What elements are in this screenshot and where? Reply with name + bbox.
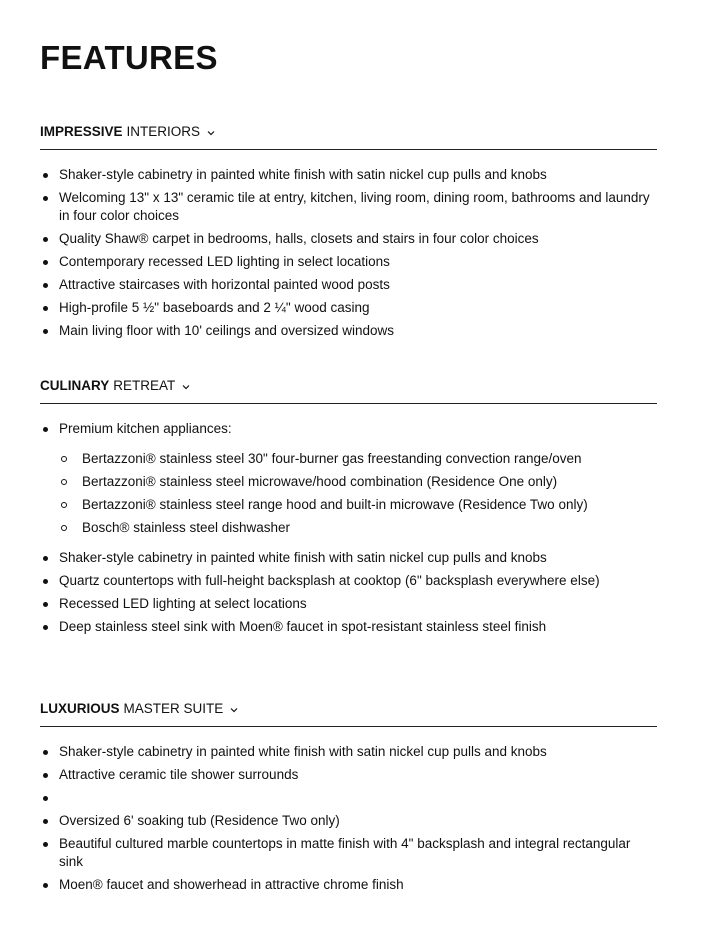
list-item: Attractive staircases with horizontal painted wood posts [40,276,657,294]
list-item: Contemporary recessed LED lighting in select locations [40,253,657,271]
list-item: Welcoming 13" x 13" ceramic tile at entry, kitchen, living room, dining room, bathrooms and laundry in four color choices [40,189,657,225]
list-item: Recessed LED lighting at select locations [40,595,657,613]
page-title: FEATURES [40,39,218,76]
sub-list-item: Bertazzoni® stainless steel range hood and built-in microwave (Residence Two only) [40,496,657,514]
sub-list-item: Bertazzoni® stainless steel microwave/hood combination (Residence One only) [40,473,657,491]
chevron-down-icon [207,129,215,137]
list-item: Shaker-style cabinetry in painted white finish with satin nickel cup pulls and knobs [40,743,657,761]
list-item: Quartz countertops with full-height backsplash at cooktop (6" backsplash everywhere else) [40,572,657,590]
section-title-rest: MASTER SUITE [123,701,224,716]
list-item: Deep stainless steel sink with Moen® faucet in spot-resistant stainless steel finish [40,618,657,636]
list-item: Shaker-style cabinetry in painted white finish with satin nickel cup pulls and knobs [40,166,657,184]
list-item [40,420,657,537]
section-luxurious-master-suite [40,698,657,899]
chevron-down-icon [230,706,238,714]
section-header-impressive-interiors[interactable] [40,121,657,150]
feature-list [40,420,657,636]
feature-list [40,743,657,894]
section-title-rest: RETREAT [113,378,176,393]
section-title-bold: LUXURIOUS [40,701,120,716]
section-title-rest: INTERIORS [126,124,201,139]
sub-list-item: Bosch® stainless steel dishwasher [40,519,657,537]
list-item: Shaker-style cabinetry in painted white finish with satin nickel cup pulls and knobs [40,549,657,567]
section-header-culinary-retreat[interactable] [40,375,657,404]
list-item: Attractive ceramic tile shower surrounds [40,766,657,784]
appliance-sublist [40,450,657,537]
list-item: Oversized 6' soaking tub (Residence Two only) [40,812,657,830]
section-header-luxurious-master-suite[interactable] [40,698,657,727]
list-item: Beautiful cultured marble countertops in matte finish with 4" backsplash and integral rectangular sink [40,835,657,871]
section-title-bold: CULINARY [40,378,110,393]
feature-list [40,166,657,340]
list-item: High-profile 5 ½" baseboards and 2 ¼" wood casing [40,299,657,317]
list-item: Quality Shaw® carpet in bedrooms, halls, closets and stairs in four color choices [40,230,657,248]
list-item-label: Premium kitchen appliances: [59,421,232,436]
section-culinary-retreat [40,375,657,641]
list-item: Moen® faucet and showerhead in attractive chrome finish [40,876,657,894]
list-item: Main living floor with 10' ceilings and oversized windows [40,322,657,340]
list-item [40,789,657,807]
section-title-bold: IMPRESSIVE [40,124,123,139]
sub-list-item: Bertazzoni® stainless steel 30" four-burner gas freestanding convection range/oven [40,450,657,468]
chevron-down-icon [182,383,190,391]
section-impressive-interiors [40,121,657,345]
